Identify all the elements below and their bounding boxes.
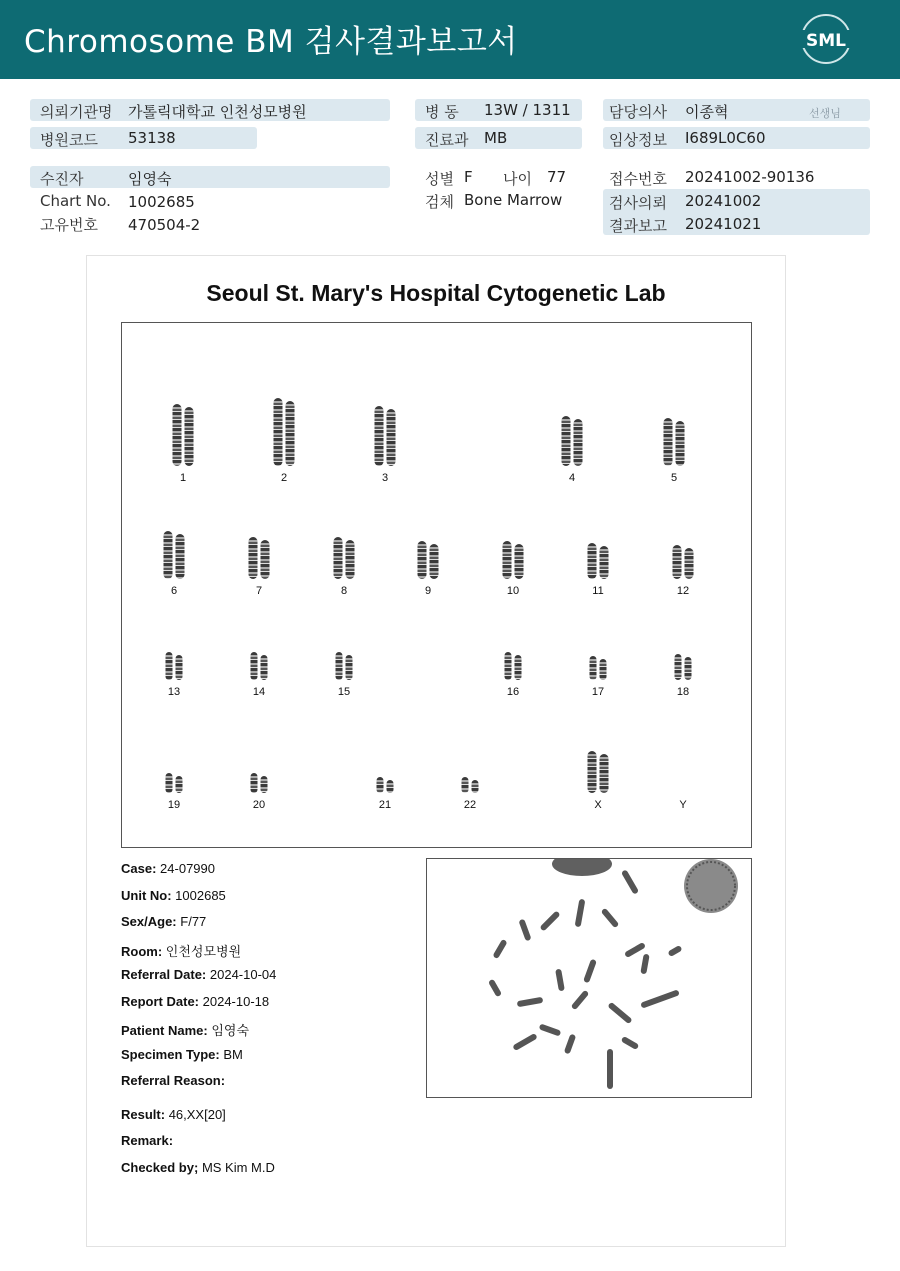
report-field-label: Referral Reason: — [121, 1073, 226, 1088]
chromosome — [261, 655, 268, 680]
chromosome-pair-9 — [418, 541, 439, 579]
chromosome-pair-4 — [562, 416, 583, 466]
chromosome — [173, 404, 182, 466]
institution-label: 의뢰기관명 — [40, 103, 113, 121]
chromosome-pair-11 — [588, 543, 609, 579]
report-header — [0, 0, 900, 79]
chromosome — [664, 418, 673, 466]
chromosome — [346, 540, 355, 579]
report-field-label: Checked by; — [121, 1160, 199, 1175]
chromosome-pair-15 — [336, 652, 353, 680]
chromosome — [462, 777, 469, 793]
chromosome-label: 16 — [506, 686, 520, 698]
chromosome-pair-5 — [664, 418, 685, 466]
chromosome — [588, 751, 597, 793]
chromosome-label: 10 — [506, 585, 520, 597]
report-field-value: 1002685 — [175, 888, 226, 903]
doctor-suffix: 선생님 — [809, 107, 841, 120]
report-field — [121, 1020, 249, 1039]
patient-row-bg — [30, 166, 390, 188]
metaphase-spread-icon — [427, 859, 751, 1097]
report-field — [121, 1047, 243, 1062]
report-field-value: 2024-10-04 — [209, 967, 277, 982]
request-value: 20241002 — [685, 192, 762, 210]
chromosome-label: 3 — [381, 472, 389, 484]
report-field-value: 임영숙 — [211, 1023, 250, 1038]
chromosome-label: 7 — [255, 585, 263, 597]
report-field-label: Room: — [121, 944, 163, 959]
chromosome-pair-14 — [251, 652, 268, 680]
chromosome-label: 19 — [167, 799, 181, 811]
chromosome — [164, 531, 173, 579]
chromosome-label: X — [594, 799, 602, 811]
chromosome — [503, 541, 512, 579]
chromosome — [600, 546, 609, 579]
chromosome — [590, 656, 597, 680]
chromosome — [346, 655, 353, 680]
chromosome — [430, 544, 439, 579]
chromosome — [286, 401, 295, 466]
report-field-value: 인천성모병원 — [165, 944, 242, 959]
chromosome-label: 8 — [340, 585, 348, 597]
report-field-label: Case: — [121, 861, 157, 876]
report-field-label: Report Date: — [121, 994, 200, 1009]
chromosome — [176, 534, 185, 579]
report-field-label: Specimen Type: — [121, 1047, 220, 1062]
chromosome-pair-13 — [166, 652, 183, 680]
sex-label: 성별 — [425, 170, 454, 188]
chromosome — [472, 780, 479, 793]
institution-value: 가톨릭대학교 인천성모병원 — [128, 103, 307, 121]
karyogram — [121, 322, 752, 848]
chromosome — [176, 776, 183, 793]
report-field-label: Sex/Age: — [121, 914, 177, 929]
chromosome-label: 11 — [592, 585, 604, 597]
chromosome — [274, 398, 283, 466]
chromosome — [505, 652, 512, 680]
svg-text:SML: SML — [806, 31, 846, 51]
chromosome-label: 18 — [676, 686, 690, 698]
hospital-code-label: 병원코드 — [40, 131, 98, 149]
report-field — [121, 1073, 225, 1088]
chromosome-pair-17 — [590, 656, 607, 680]
report-field — [121, 941, 241, 960]
chromosome-label: 4 — [568, 472, 576, 484]
chromosome-label: Y — [679, 799, 687, 811]
report-field-label: Remark: — [121, 1133, 174, 1148]
request-label: 검사의뢰 — [609, 194, 667, 212]
chromosome — [261, 776, 268, 793]
chromosome — [588, 543, 597, 579]
receipt-label: 접수번호 — [609, 170, 667, 188]
chromosome — [336, 652, 343, 680]
chromosome-label: 17 — [591, 686, 605, 698]
chromosome — [685, 657, 692, 680]
sml-logo-icon — [796, 12, 856, 66]
chromosome — [600, 754, 609, 793]
chromosome-pair-10 — [503, 541, 524, 579]
report-title: Chromosome BM 검사결과보고서 — [24, 24, 518, 60]
chromosome — [562, 416, 571, 466]
id-label: 고유번호 — [40, 216, 98, 234]
chromosome — [600, 659, 607, 680]
chromosome — [166, 652, 173, 680]
chromosome-label: 22 — [463, 799, 477, 811]
report-field — [121, 1133, 173, 1148]
chromosome-pair-2 — [274, 398, 295, 466]
chromosome-pair-20 — [251, 773, 268, 793]
receipt-value: 20241002-90136 — [685, 168, 815, 186]
specimen-value: Bone Marrow — [464, 191, 563, 209]
chromosome — [685, 548, 694, 579]
doctor-label: 담당의사 — [609, 103, 667, 121]
id-value: 470504-2 — [128, 216, 201, 234]
report-field-value: 24-07990 — [160, 861, 215, 876]
chromosome — [418, 541, 427, 579]
chromosome — [515, 655, 522, 680]
chromosome — [515, 544, 524, 579]
age-label: 나이 — [503, 170, 532, 188]
chromosome — [387, 780, 394, 793]
chromosome — [377, 777, 384, 793]
specimen-label: 검체 — [425, 193, 454, 211]
report-field-value: 2024-10-18 — [202, 994, 270, 1009]
chromosome — [375, 406, 384, 466]
report-field-value: F/77 — [180, 914, 207, 929]
report-field-value: MS Kim M.D — [201, 1160, 275, 1175]
report-field — [121, 914, 206, 929]
chromosome — [387, 409, 396, 466]
chromosome-pair-21 — [377, 777, 394, 793]
report-field — [121, 1160, 275, 1175]
dept-label: 진료과 — [425, 131, 469, 149]
sex-value: F — [464, 168, 473, 186]
chromosome-pair-8 — [334, 537, 355, 579]
chromosome-pair-6 — [164, 531, 185, 579]
chromosome — [673, 545, 682, 579]
report-field-label: Unit No: — [121, 888, 172, 903]
ward-label: 병 동 — [425, 103, 459, 121]
chromosome — [185, 407, 194, 466]
chromosome-label: 13 — [167, 686, 181, 698]
report-field-label: Referral Date: — [121, 967, 207, 982]
chromosome-pair-18 — [675, 654, 692, 680]
chromosome-pair-19 — [166, 773, 183, 793]
hospital-code-value: 53138 — [128, 129, 176, 147]
chromosome-label: 12 — [676, 585, 690, 597]
chromosome-label: 14 — [252, 686, 266, 698]
chart-value: 1002685 — [128, 193, 195, 211]
report-field-label: Result: — [121, 1107, 166, 1122]
chromosome-label: 21 — [378, 799, 392, 811]
chromosome — [334, 537, 343, 579]
chart-label: Chart No. — [40, 192, 111, 210]
chromosome — [675, 654, 682, 680]
report-date-label: 결과보고 — [609, 217, 667, 235]
chromosome-pair-22 — [462, 777, 479, 793]
lab-title: Seoul St. Mary's Hospital Cytogenetic Lab — [206, 280, 666, 306]
chromosome-label: 5 — [670, 472, 678, 484]
report-field-label: Patient Name: — [121, 1023, 208, 1038]
dept-value: MB — [484, 129, 508, 147]
doctor-value: 이종혁 — [685, 103, 729, 121]
report-field — [121, 861, 215, 876]
age-value: 77 — [547, 168, 567, 186]
chromosome-pair-3 — [375, 406, 396, 466]
report-field — [121, 888, 226, 903]
report-field-value: 46,XX[20] — [168, 1107, 226, 1122]
metaphase-image — [426, 858, 752, 1098]
patient-value: 임영숙 — [128, 170, 172, 188]
cytogenetic-report — [86, 255, 786, 1247]
chromosome — [166, 773, 173, 793]
chromosome-pair-X — [588, 751, 609, 793]
clinical-value: I689L0C60 — [685, 129, 766, 147]
report-date-value: 20241021 — [685, 215, 762, 233]
chromosome — [676, 421, 685, 466]
chromosome-label: 20 — [252, 799, 266, 811]
chromosome — [261, 540, 270, 579]
patient-label: 수진자 — [40, 170, 84, 188]
chromosome — [176, 655, 183, 680]
chromosome — [574, 419, 583, 466]
chromosome-pair-16 — [505, 652, 522, 680]
chromosome-pair-1 — [173, 404, 194, 466]
chromosome — [249, 537, 258, 579]
ward-value: 13W / 1311 — [484, 101, 571, 119]
chromosome-label: 9 — [424, 585, 432, 597]
chromosome-label: 2 — [280, 472, 288, 484]
chromosome — [251, 652, 258, 680]
chromosome-pair-12 — [673, 545, 694, 579]
chromosome-label: 1 — [179, 472, 187, 484]
report-field — [121, 967, 276, 982]
chromosome-label: 6 — [170, 585, 178, 597]
chromosome — [251, 773, 258, 793]
clinical-label: 임상정보 — [609, 131, 667, 149]
report-field — [121, 994, 269, 1009]
report-field — [121, 1107, 226, 1122]
chromosome-pair-7 — [249, 537, 270, 579]
report-field-value: BM — [223, 1047, 243, 1062]
chromosome-label: 15 — [337, 686, 351, 698]
